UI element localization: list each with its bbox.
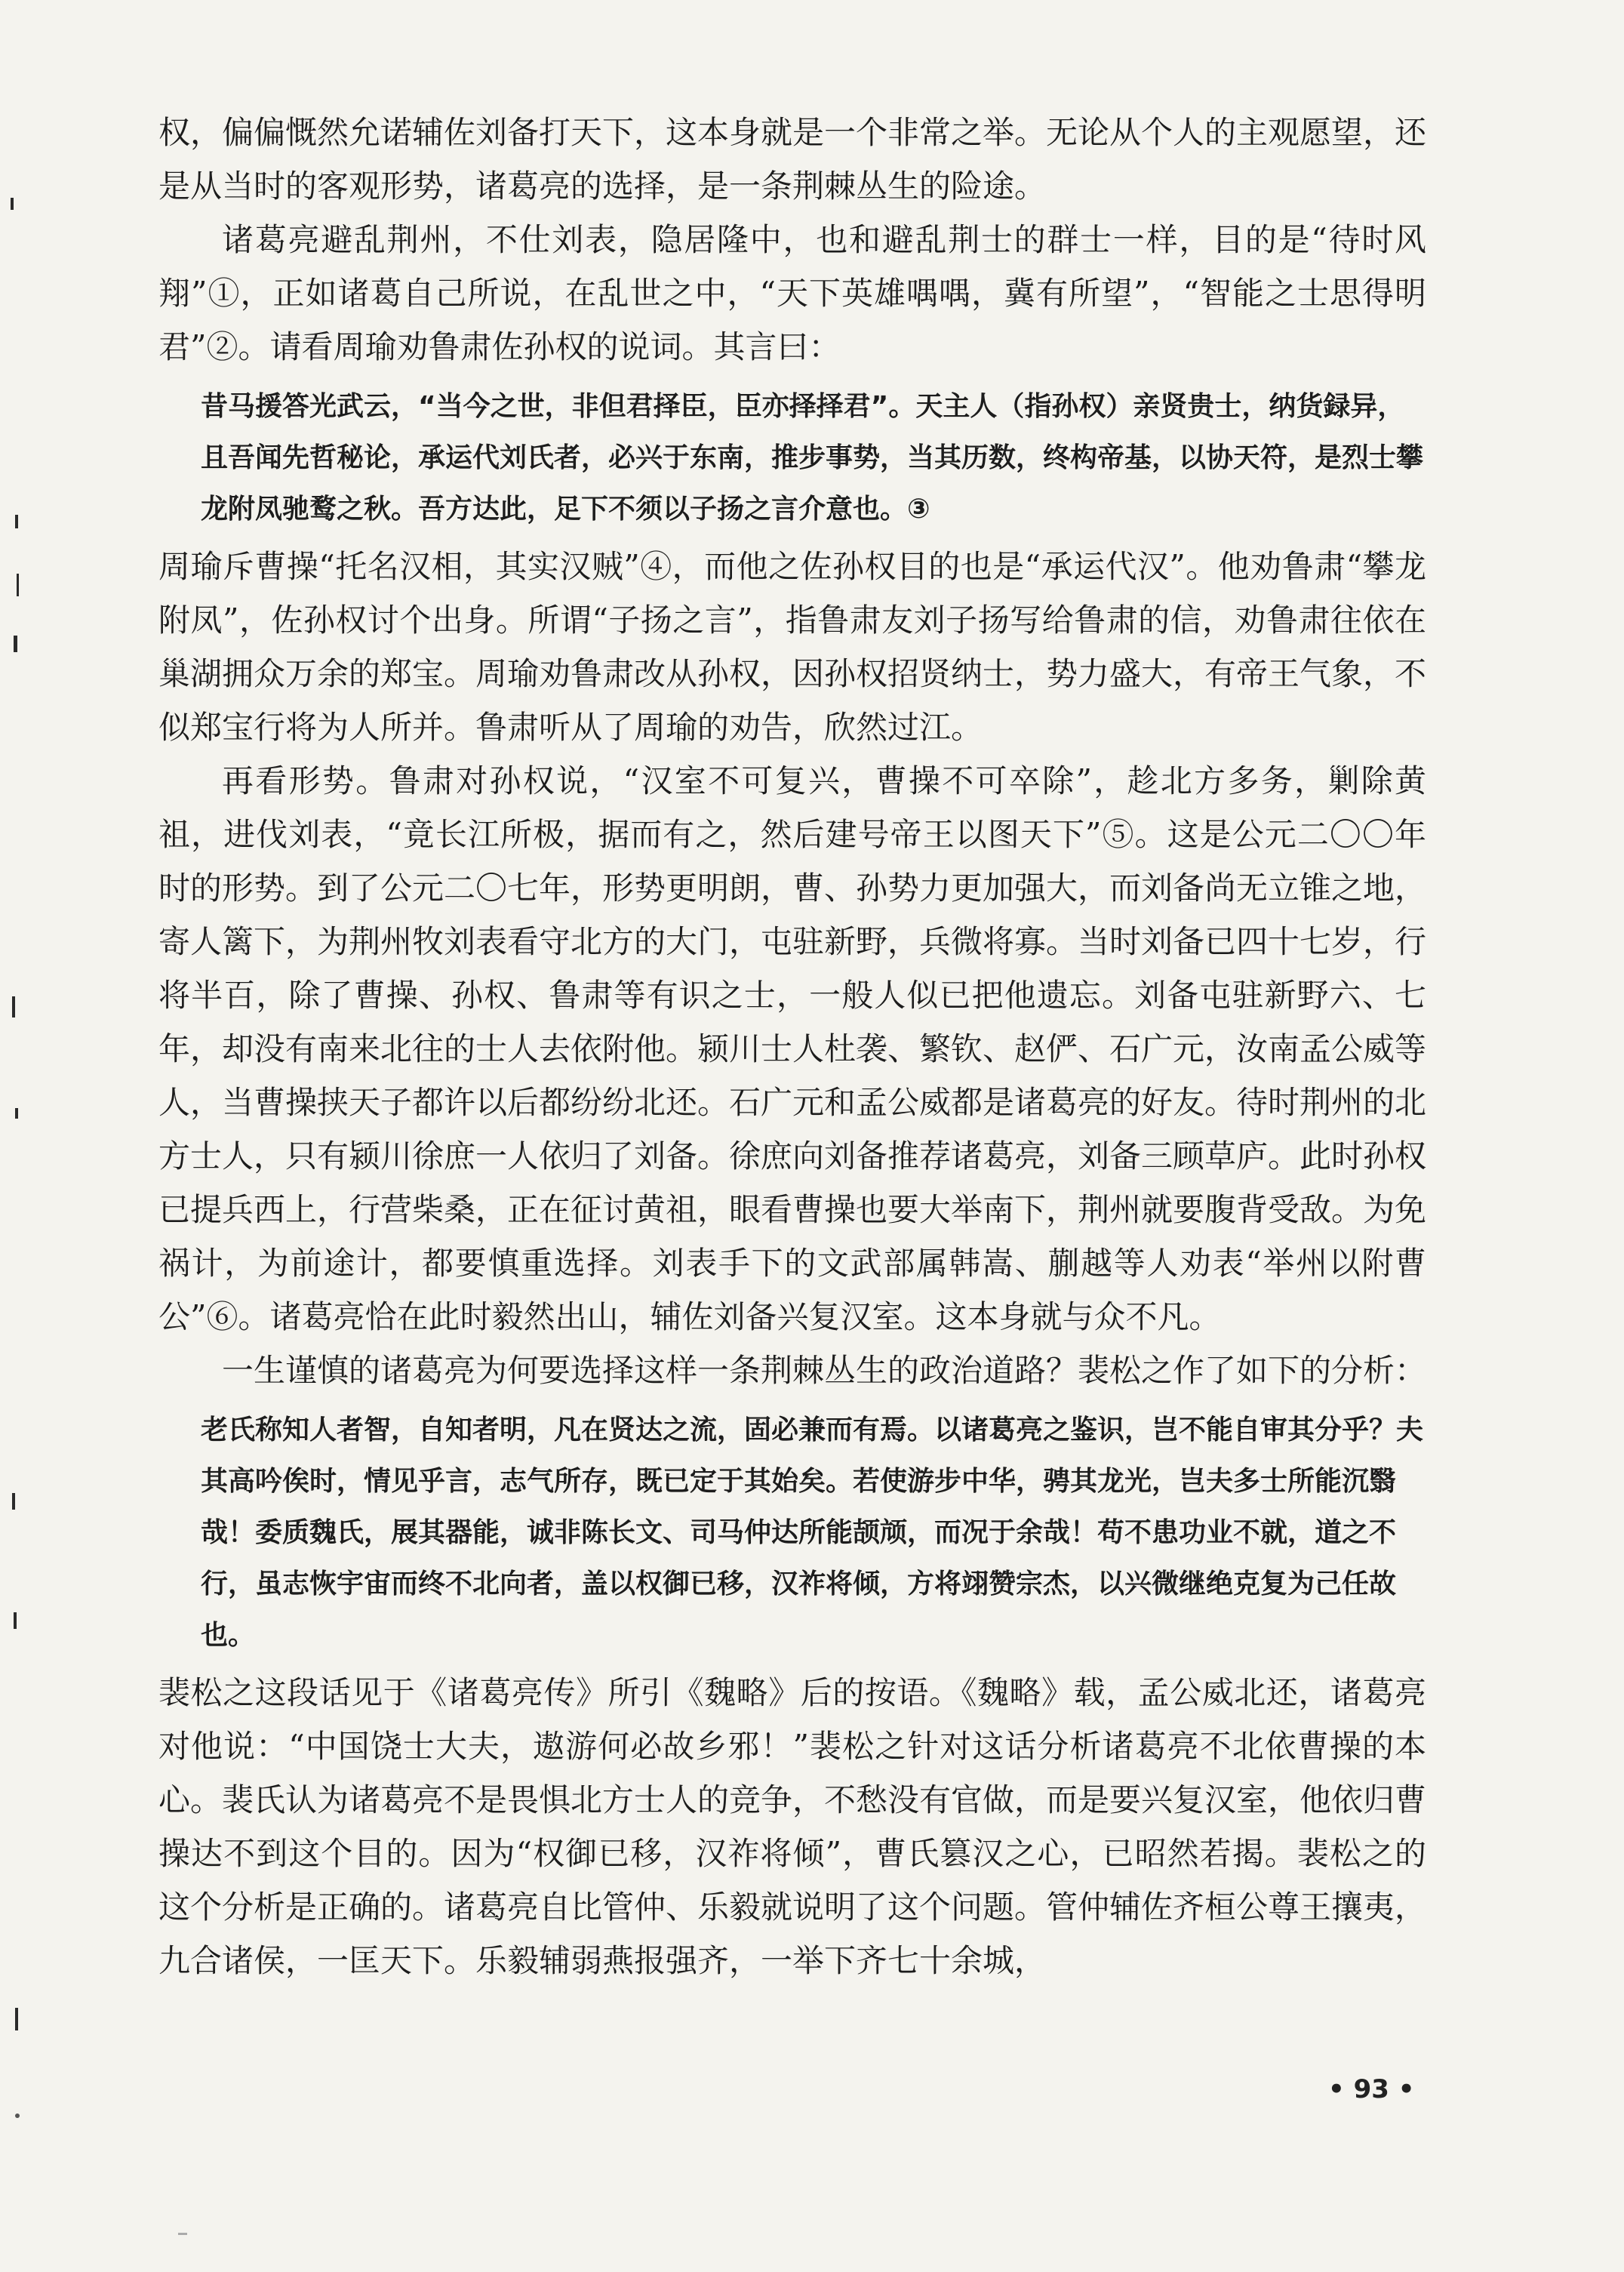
scan-mark — [12, 1493, 15, 1510]
page-number: • 93 • — [1328, 2074, 1415, 2104]
scan-mark — [14, 636, 17, 652]
scan-mark — [17, 574, 19, 596]
paragraph-5: 一生谨慎的诸葛亮为何要选择这样一条荆棘丛生的政治道路？裴松之作了如下的分析： — [222, 1352, 1427, 1389]
page-body — [158, 106, 1426, 1987]
scan-dot — [178, 2233, 187, 2235]
paragraph-4: 再看形势。鲁肃对孙权说，“汉室不可复兴，曹操不可卒除”，趁北方多务，剿除黄祖，进伐刘表，“竟长江所极，据而有之，然后建号帝王以图天下”⑤。这是公元二〇〇年时的形势。到了公元二〇七年，形势更明朗，曹、孙势力更加强大，而刘备尚无立锥之地，寄人篱下，为荆州牧刘表看守北方的大门，屯驻新野，兵微将寡。当时刘备已四十七岁，行将半百，除了曹操、孙权、鲁肃等有识之士，一般人似已把他遗忘。刘备屯驻新野六、七年，却没有南来北往的士人去依附他。颍川士人杜袭、繁钦、赵俨、石广元，汝南孟公威等人，当曹操挟天子都许以后都纷纷北还。石广元和孟公威都是诸葛亮的好友。待时荆州的北方士人，只有颍川徐庶一人依归了刘备。徐庶向刘备推荐诸葛亮，刘备三顾草庐。此时孙权已提兵西上，行营柴桑，正在征讨黄祖，眼看曹操也要大举南下，荆州就要腹背受敌。为免祸计，为前途计，都要慎重选择。刘表手下的文武部属韩嵩、蒯越等人劝表“举州以附曹公”⑥。诸葛亮恰在此时毅然出山，辅佐刘备兴复汉室。这本身就与众不凡。 — [158, 762, 1427, 1335]
scan-dot — [15, 2113, 20, 2118]
block-quote-pei-songzhi: 老氏称知人者智，自知者明，凡在贤达之流，固必兼而有焉。以诸葛亮之鉴识，岂不能自审其分乎？夫其高吟俟时，情见乎言，志气所存，既已定于其始矣。若使游步中华，骋其龙光，岂夫多士所能沉翳哉！委质魏氏，展其器能，诚非陈长文、司马仲达所能颉颃，而况于余哉！苟不患功业不就，道之不行，虽志恢宇宙而终不北向者，盖以权御已移，汉祚将倾，方将翊赞宗杰，以兴微继绝克复为己任故也。 — [201, 1415, 1424, 1651]
scan-mark — [15, 515, 18, 528]
paragraph-1: 权，偏偏慨然允诺辅佐刘备打天下，这本身就是一个非常之举。无论从个人的主观愿望，还是从当时的客观形势，诸葛亮的选择，是一条荆棘丛生的险途。 — [158, 114, 1427, 205]
scan-mark — [15, 1108, 18, 1119]
scan-mark — [11, 198, 14, 210]
paragraph-6: 裴松之这段话见于《诸葛亮传》所引《魏略》后的按语。《魏略》载，孟公威北还，诸葛亮对他说：“中国饶士大夫，遨游何必故乡邪！”裴松之针对这话分析诸葛亮不北依曹操的本心。裴氏认为诸葛亮不是畏惧北方士人的竞争，不愁没有官做，而是要兴复汉室，他依归曹操达不到这个目的。因为“权御已移，汉祚将倾”，曹氏篡汉之心，已昭然若揭。裴松之的这个分析是正确的。诸葛亮自比管仲、乐毅就说明了这个问题。管仲辅佐齐桓公尊王攘夷，九合诸侯，一匡天下。乐毅辅弱燕报强齐，一举下齐七十余城， — [158, 1674, 1427, 1979]
scan-mark — [12, 996, 15, 1017]
block-quote-zhou-yu: 昔马援答光武云，“当今之世，非但君择臣，臣亦择择君”。天主人（指孙权）亲贤贵士，纳货録异，且吾闻先哲秘论，承运代刘氏者，必兴于东南，推步事势，当其历数，终构帝基，以协天符，是烈士攀龙附凤驰鹜之秋。吾方达此，足下不须以子扬之言介意也。③ — [201, 391, 1424, 525]
scan-mark — [14, 1612, 17, 1629]
scan-mark — [15, 2008, 18, 2030]
paragraph-2: 诸葛亮避乱荆州，不仕刘表，隐居隆中，也和避乱荆士的群士一样，目的是“待时风翔”①，正如诸葛自己所说，在乱世之中，“天下英雄喁喁，冀有所望”，“智能之士思得明君”②。请看周瑜劝鲁肃佐孙权的说词。其言曰： — [158, 221, 1426, 365]
paragraph-3: 周瑜斥曹操“托名汉相，其实汉贼”④，而他之佐孙权目的也是“承运代汉”。他劝鲁肃“攀龙附凤”，佐孙权讨个出身。所谓“子扬之言”，指鲁肃友刘子扬写给鲁肃的信，劝鲁肃往依在巢湖拥众万余的郑宝。周瑜劝鲁肃改从孙权，因孙权招贤纳士，势力盛大，有帝王气象，不似郑宝行将为人所并。鲁肃听从了周瑜的劝告，欣然过江。 — [158, 548, 1427, 746]
